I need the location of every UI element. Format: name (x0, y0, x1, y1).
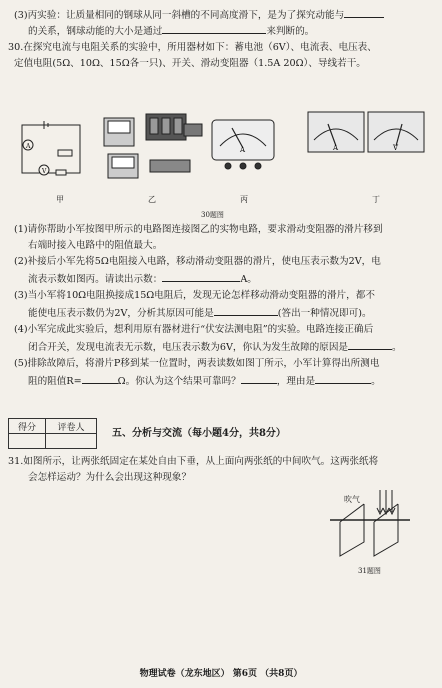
q31-line2: 会怎样运动？为什么会出现这种现象？ (28, 472, 192, 483)
q30-item1-a: (1)请你帮助小军按图甲所示的电路图连接图乙的实物电路，要求滑动变阻器的滑片移到 (14, 224, 383, 235)
circuit-voltmeter-symbol: V (42, 168, 47, 175)
score-label: 得分 (9, 419, 46, 434)
q30-item3-a: (3)当小军将10Ω电阻换接成15Ω电阻后，发现无论怎样移动滑动变阻器的滑片，都不 (14, 290, 375, 301)
ammeter-symbol: A (240, 146, 246, 154)
section-5-title: 五、分析与交流（每小题4分，共8分） (112, 428, 286, 439)
q30-item2-a: (2)补接后小军先将5Ω电阻接入电路，移动滑动变阻器的滑片，使电压表示数为2V，电 (14, 256, 381, 267)
ding-voltmeter-symbol: V (393, 144, 399, 152)
figure-30-caption: 30题图 (201, 211, 224, 219)
q29-3-line2: 的关系，钢球动能的大小是通过 来判断的。 (28, 26, 315, 37)
q30-item5-b: 阻的阻值R= Ω。你认为这个结果可靠吗？ ，理由是 。 (28, 376, 381, 387)
circuit-ammeter-symbol: A (26, 143, 31, 150)
q30-item4-b: 闭合开关，发现电流表无示数，电压表示数为6V，你认为发生故障的原因是 。 (28, 342, 402, 353)
ding-ammeter-symbol: A (333, 144, 339, 152)
page-footer: 物理试卷（龙东地区） 第6页 （共8页） (139, 669, 303, 679)
q29-3-line1: (3)丙实验：让质量相同的钢球从同一斜槽的不同高度滑下，是为了探究动能与 (14, 8, 384, 22)
blow-label: 吹气 (344, 495, 360, 504)
q30-item4-a: (4)小军完成此实验后，想利用原有器材进行“伏安法测电阻”的实验。电路连接正确后 (14, 324, 374, 335)
figure-31-caption: 31题图 (358, 567, 381, 575)
q30-line2: 定值电阻(5Ω、10Ω、15Ω各一只)、开关、滑动变阻器（1.5A 20Ω）、导线若干。 (14, 58, 366, 69)
label-jia: 甲 (56, 195, 64, 204)
q30-item5-a: (5)排除故障后，将滑片P移到某一位置时，两表读数如图丁所示，小军计算得出所测电 (14, 358, 380, 369)
q30-item1-b: 右端时接入电路中的阻值最大。 (28, 240, 163, 251)
label-yi: 乙 (148, 195, 156, 204)
label-bing: 丙 (240, 195, 248, 204)
label-ding: 丁 (372, 195, 380, 204)
q31-line1: 31.如图所示，让两张纸固定在某处自由下垂，从上面向两张纸的中间吹气。这两张纸将 (8, 456, 379, 467)
paper-sheet-left (340, 504, 364, 556)
q30-item3-b: 能使电压表示数仍为2V，分析其原因可能是 (答出一种情况即可)。 (28, 308, 372, 319)
q30-item2-b: 流表示数如图丙。请读出示数： A。 (28, 274, 257, 285)
q30-line1: 30.在探究电流与电阻关系的实验中，所用器材如下：蓄电池（6V）、电流表、电压表、 (8, 42, 377, 53)
grader-label: 评卷人 (46, 419, 97, 434)
